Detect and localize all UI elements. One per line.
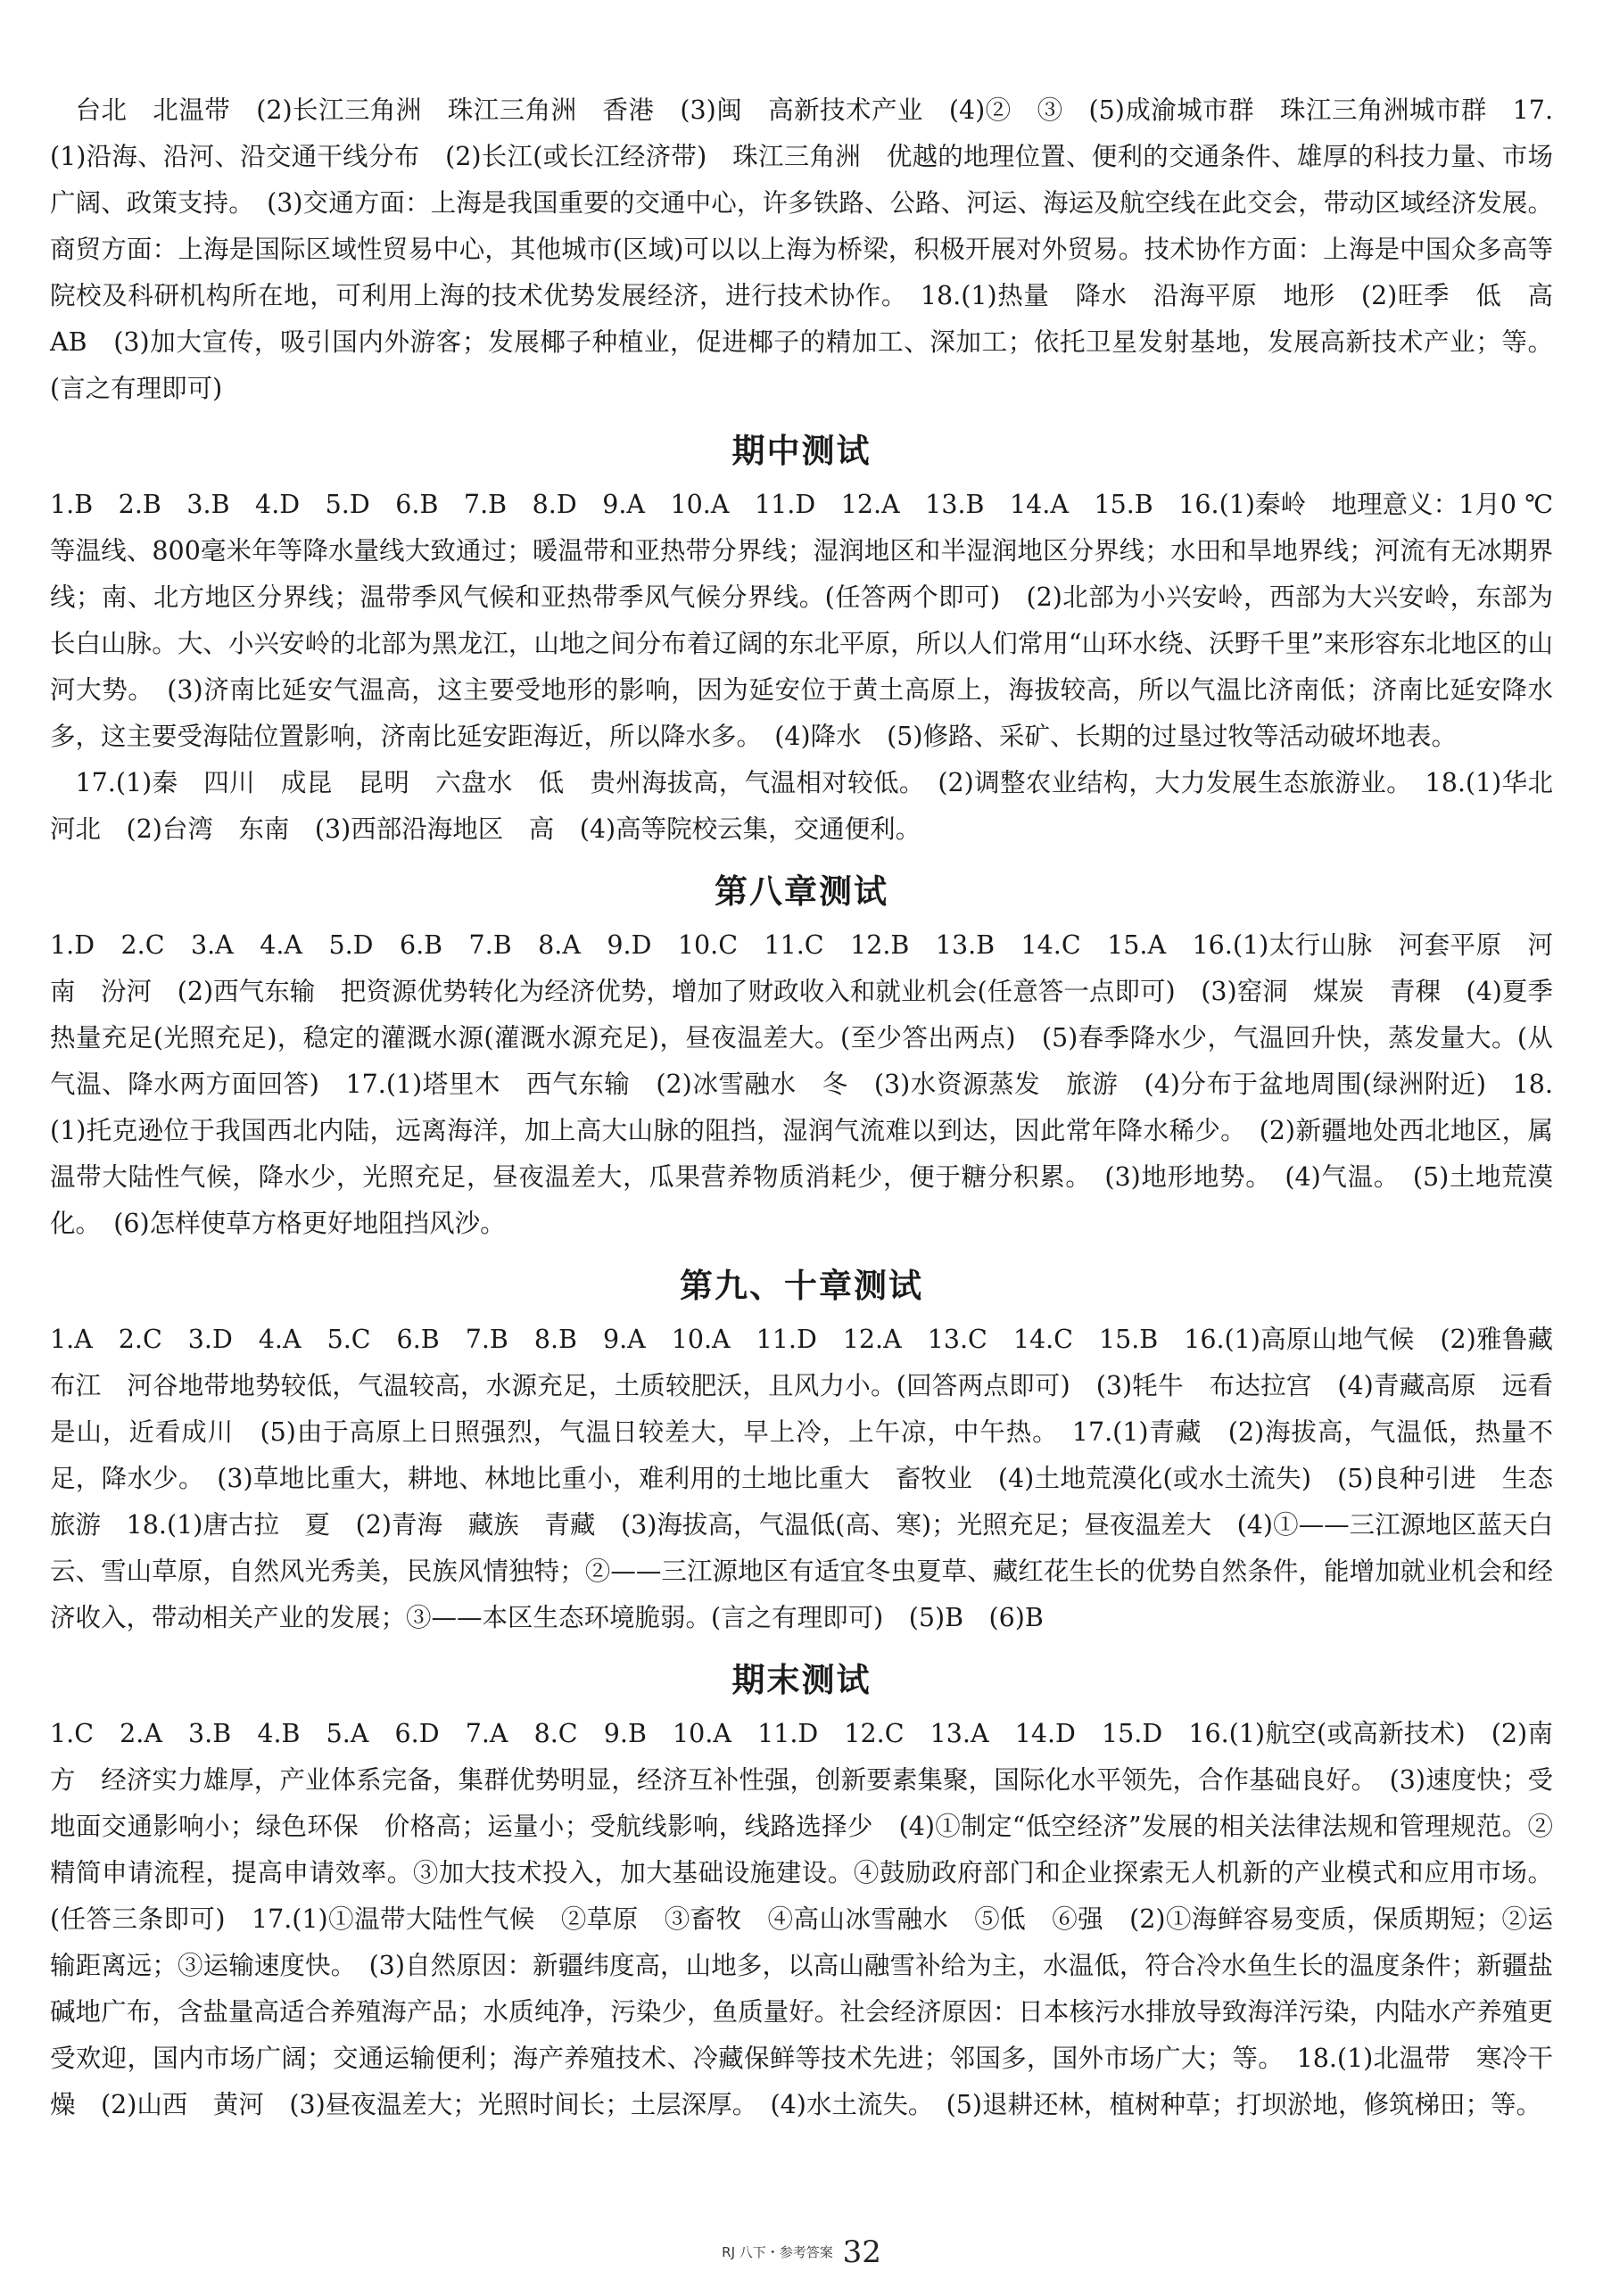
section-final xyxy=(50,1654,1553,2128)
section-chapter-9-10 xyxy=(50,1259,1553,1641)
section-chapter-8 xyxy=(50,865,1553,1247)
answer-paragraph: 17.(1)秦 四川 成昆 昆明 六盘水 低 贵州海拔高，气温相对较低。 (2)调整农业结构，大力发展生态旅游业。 18.(1)华北 河北 (2)台湾 东南 (3)西部沿海地区 高 (4)高等院校云集，交通便利。 xyxy=(50,768,1579,844)
section-title: 期中测试 xyxy=(731,432,872,470)
section-title: 期末测试 xyxy=(731,1661,872,1699)
footer-label: RJ 八下・参考答案 xyxy=(722,2244,833,2260)
answer-paragraph: 1.D 2.C 3.A 4.A 5.D 6.B 7.B 8.A 9.D 10.C 11.C 12.B 13.B 14.C 15.A 16.(1)太行山脉 河套平原 河南 汾河 (2)西气东输 把资源优势转化为经济优势，增加了财政收入和就业机会(任意答一点即可) (3)窑洞 煤炭 青稞 (4)夏季热量充足(光照充足)，稳定的灌溉水源(灌溉水源充足)，昼夜温差大。(至少答出两点) (5)春季降水少，气温回升快，蒸发量大。(从气温、降水两方面回答) 17.(1)塔里木 西气东输 (2)冰雪融水 冬 (3)水资源蒸发 旅游 (4)分布于盆地周围(绿洲附近) 18.(1)托克逊位于我国西北内陆，远离海洋，加上高大山脉的阻挡，湿润气流难以到达，因此常年降水稀少。 (2)新疆地处西北地区，属温带大陆性气候，降水少，光照充足，昼夜温差大，瓜果营养物质消耗少，便于糖分积累。 (3)地形地势。 (4)气温。 (5)土地荒漠化。 (6)怎样使草方格更好地阻挡风沙。 xyxy=(50,930,1553,1238)
page-footer xyxy=(0,2234,1603,2270)
continuation-paragraph: 台北 北温带 (2)长江三角洲 珠江三角洲 香港 (3)闽 高新技术产业 (4)② ③ (5)成渝城市群 珠江三角洲城市群 17.(1)沿海、沿河、沿交通干线分布 (2)长江(或长江经济带) 珠江三角洲 优越的地理位置、便利的交通条件、雄厚的科技力量、市场广阔、政策支持。 (3)交通方面：上海是我国重要的交通中心，许多铁路、公路、河运、海运及航空线在此交会，带动区域经济发展。商贸方面：上海是国际区域性贸易中心，其他城市(区域)可以以上海为桥梁，积极开展对外贸易。技术协作方面：上海是中国众多高等院校及科研机构所在地，可利用上海的技术优势发展经济，进行技术协作。 18.(1)热量 降水 沿海平原 地形 (2)旺季 低 高 AB (3)加大宣传，吸引国内外游客；发展椰子种植业，促进椰子的精加工、深加工；依托卫星发射基地，发展高新技术产业；等。(言之有理即可) xyxy=(50,95,1579,403)
section-midterm xyxy=(50,425,1579,853)
answer-paragraph: 1.B 2.B 3.B 4.D 5.D 6.B 7.B 8.D 9.A 10.A 11.D 12.A 13.B 14.A 15.B 16.(1)秦岭 地理意义：1月0 ℃等温线、800毫米年等降水量线大致通过；暖温带和亚热带分界线；湿润地区和半湿润地区分界线；水田和旱地界线；河流有无冰期界线；南、北方地区分界线；温带季风气候和亚热带季风气候分界线。(任答两个即可) (2)北部为小兴安岭，西部为大兴安岭，东部为长白山脉。大、小兴安岭的北部为黑龙江，山地之间分布着辽阔的东北平原，所以人们常用“山环水绕、沃野千里”来形容东北地区的山河大势。 (3)济南比延安气温高，这主要受地形的影响，因为延安位于黄土高原上，海拔较高，所以气温比济南低；济南比延安降水多，这主要受海陆位置影响，济南比延安距海近，所以降水多。 (4)降水 (5)修路、采矿、长期的过垦过牧等活动破坏地表。 xyxy=(50,490,1553,751)
answer-content xyxy=(50,87,1579,2128)
answer-paragraph: 1.C 2.A 3.B 4.B 5.A 6.D 7.A 8.C 9.B 10.A 11.D 12.C 13.A 14.D 15.D 16.(1)航空(或高新技术) (2)南方 经济实力雄厚，产业体系完备，集群优势明显，经济互补性强，创新要素集聚，国际化水平领先，合作基础良好。 (3)速度快；受地面交通影响小；绿色环保 价格高；运量小；受航线影响，线路选择少 (4)①制定“低空经济”发展的相关法律法规和管理规范。②精简申请流程，提高申请效率。③加大技术投入，加大基础设施建设。④鼓励政府部门和企业探索无人机新的产业模式和应用市场。(任答三条即可) 17.(1)①温带大陆性气候 ②草原 ③畜牧 ④高山冰雪融水 ⑤低 ⑥强 (2)①海鲜容易变质，保质期短；②运输距离远；③运输速度快。 (3)自然原因：新疆纬度高，山地多，以高山融雪补给为主，水温低，符合冷水鱼生长的温度条件；新疆盐碱地广布，含盐量高适合养殖海产品；水质纯净，污染少，鱼质量好。社会经济原因：日本核污水排放导致海洋污染，内陆水产养殖更受欢迎，国内市场广阔；交通运输便利；海产养殖技术、冷藏保鲜等技术先进；邻国多，国外市场广大；等。 18.(1)北温带 寒冷干燥 (2)山西 黄河 (3)昼夜温差大；光照时间长；土层深厚。 (4)水土流失。 (5)退耕还林，植树种草；打坝淤地，修筑梯田；等。 xyxy=(50,1719,1553,2119)
section-title: 第九、十章测试 xyxy=(680,1267,923,1305)
section-title: 第八章测试 xyxy=(715,872,888,911)
page-number: 32 xyxy=(842,2234,881,2270)
answer-paragraph: 1.A 2.C 3.D 4.A 5.C 6.B 7.B 8.B 9.A 10.A 11.D 12.A 13.C 14.C 15.B 16.(1)高原山地气候 (2)雅鲁藏布江 河谷地带地势较低，气温较高，水源充足，土质较肥沃，且风力小。(回答两点即可) (3)牦牛 布达拉宫 (4)青藏高原 远看是山，近看成川 (5)由于高原上日照强烈，气温日较差大，早上冷，上午凉，中午热。 17.(1)青藏 (2)海拔高，气温低，热量不足，降水少。 (3)草地比重大，耕地、林地比重小，难利用的土地比重大 畜牧业 (4)土地荒漠化(或水土流失) (5)良种引进 生态旅游 18.(1)唐古拉 夏 (2)青海 藏族 青藏 (3)海拔高，气温低(高、寒)；光照充足；昼夜温差大 (4)①——三江源地区蓝天白云、雪山草原，自然风光秀美，民族风情独特；②——三江源地区有适宜冬虫夏草、藏红花生长的优势自然条件，能增加就业机会和经济收入，带动相关产业的发展；③——本区生态环境脆弱。(言之有理即可) (5)B (6)B xyxy=(50,1325,1553,1632)
